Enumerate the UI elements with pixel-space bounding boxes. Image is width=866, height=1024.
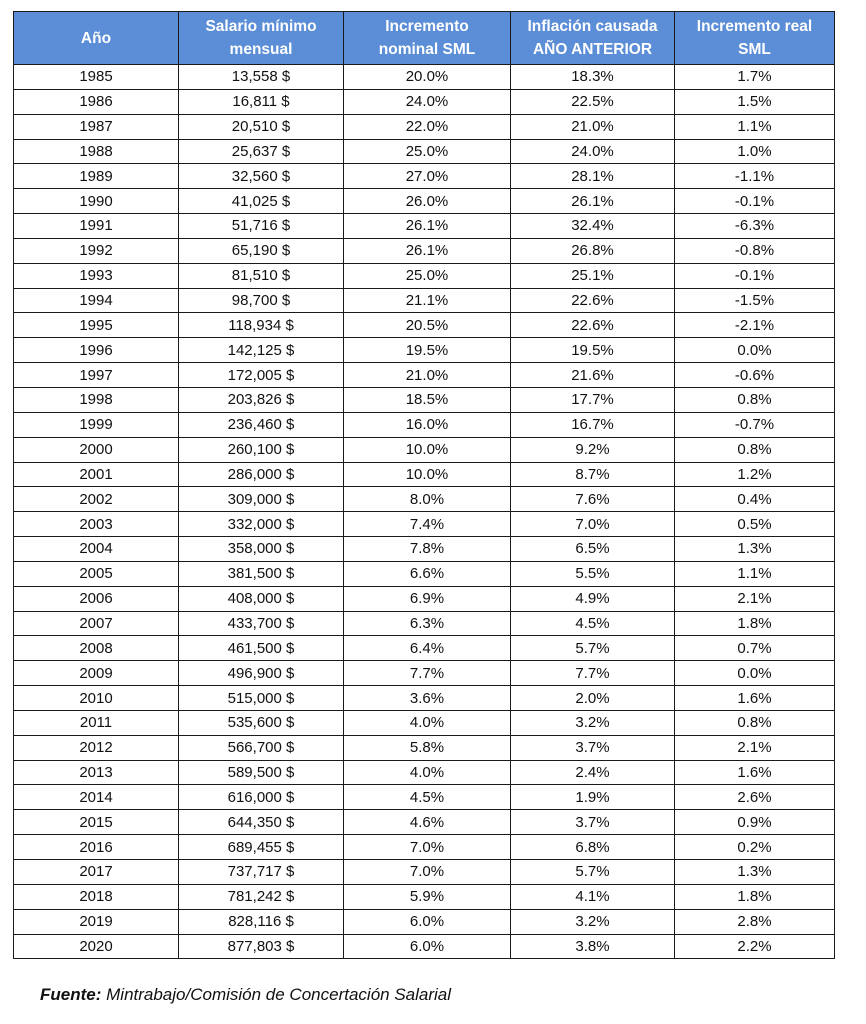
cell-real-increase: 1.8% <box>675 884 835 909</box>
cell-salary: 20,510 $ <box>179 114 344 139</box>
table-row <box>14 487 835 512</box>
cell-inflation: 32.4% <box>511 214 675 239</box>
cell-year: 1998 <box>14 387 179 412</box>
source-text: Mintrabajo/Comisión de Concertación Salarial <box>106 985 452 1004</box>
cell-real-increase: -0.1% <box>675 263 835 288</box>
header-inflation: Inflación causada AÑO ANTERIOR <box>511 12 675 65</box>
cell-salary: 172,005 $ <box>179 363 344 388</box>
cell-year: 1987 <box>14 114 179 139</box>
cell-real-increase: -1.1% <box>675 164 835 189</box>
cell-real-increase: 1.1% <box>675 561 835 586</box>
cell-salary: 515,000 $ <box>179 686 344 711</box>
cell-nominal-increase: 7.0% <box>344 860 511 885</box>
table-row <box>14 387 835 412</box>
cell-inflation: 21.0% <box>511 114 675 139</box>
cell-inflation: 4.5% <box>511 611 675 636</box>
cell-nominal-increase: 4.0% <box>344 710 511 735</box>
cell-nominal-increase: 22.0% <box>344 114 511 139</box>
table-row <box>14 611 835 636</box>
cell-inflation: 5.7% <box>511 636 675 661</box>
cell-inflation: 18.3% <box>511 65 675 90</box>
header-year: Año <box>14 12 179 65</box>
cell-salary: 13,558 $ <box>179 65 344 90</box>
table-row <box>14 164 835 189</box>
cell-year: 2019 <box>14 909 179 934</box>
cell-inflation: 4.1% <box>511 884 675 909</box>
cell-salary: 41,025 $ <box>179 189 344 214</box>
cell-salary: 309,000 $ <box>179 487 344 512</box>
cell-real-increase: 1.3% <box>675 537 835 562</box>
cell-salary: 32,560 $ <box>179 164 344 189</box>
cell-real-increase: -2.1% <box>675 313 835 338</box>
cell-real-increase: 2.1% <box>675 586 835 611</box>
cell-year: 2007 <box>14 611 179 636</box>
cell-nominal-increase: 19.5% <box>344 338 511 363</box>
cell-nominal-increase: 4.6% <box>344 810 511 835</box>
cell-salary: 589,500 $ <box>179 760 344 785</box>
table-row <box>14 238 835 263</box>
cell-year: 1993 <box>14 263 179 288</box>
cell-nominal-increase: 6.6% <box>344 561 511 586</box>
cell-salary: 689,455 $ <box>179 835 344 860</box>
cell-real-increase: 2.1% <box>675 735 835 760</box>
cell-nominal-increase: 6.0% <box>344 934 511 959</box>
table-row <box>14 437 835 462</box>
cell-inflation: 25.1% <box>511 263 675 288</box>
cell-nominal-increase: 20.5% <box>344 313 511 338</box>
cell-salary: 358,000 $ <box>179 537 344 562</box>
cell-year: 2003 <box>14 512 179 537</box>
cell-real-increase: 0.8% <box>675 387 835 412</box>
cell-real-increase: 2.6% <box>675 785 835 810</box>
cell-real-increase: 1.8% <box>675 611 835 636</box>
cell-salary: 286,000 $ <box>179 462 344 487</box>
table-row <box>14 860 835 885</box>
table-row <box>14 661 835 686</box>
table-row <box>14 363 835 388</box>
cell-salary: 781,242 $ <box>179 884 344 909</box>
cell-salary: 828,116 $ <box>179 909 344 934</box>
cell-inflation: 7.0% <box>511 512 675 537</box>
table-row <box>14 139 835 164</box>
table-row <box>14 412 835 437</box>
cell-real-increase: 1.3% <box>675 860 835 885</box>
cell-year: 1996 <box>14 338 179 363</box>
cell-inflation: 22.5% <box>511 89 675 114</box>
table-row <box>14 810 835 835</box>
cell-nominal-increase: 10.0% <box>344 437 511 462</box>
cell-real-increase: 0.2% <box>675 835 835 860</box>
cell-inflation: 4.9% <box>511 586 675 611</box>
cell-real-increase: 0.7% <box>675 636 835 661</box>
table-row <box>14 512 835 537</box>
cell-real-increase: 1.0% <box>675 139 835 164</box>
cell-year: 1985 <box>14 65 179 90</box>
table-row <box>14 65 835 90</box>
cell-salary: 381,500 $ <box>179 561 344 586</box>
cell-salary: 51,716 $ <box>179 214 344 239</box>
cell-year: 2010 <box>14 686 179 711</box>
cell-real-increase: 1.6% <box>675 760 835 785</box>
cell-nominal-increase: 5.9% <box>344 884 511 909</box>
cell-year: 1995 <box>14 313 179 338</box>
cell-inflation: 8.7% <box>511 462 675 487</box>
cell-inflation: 26.1% <box>511 189 675 214</box>
cell-salary: 98,700 $ <box>179 288 344 313</box>
cell-salary: 203,826 $ <box>179 387 344 412</box>
header-minimum-salary: Salario mínimo mensual <box>179 12 344 65</box>
cell-nominal-increase: 25.0% <box>344 139 511 164</box>
cell-inflation: 3.8% <box>511 934 675 959</box>
table-row <box>14 934 835 959</box>
table-row <box>14 909 835 934</box>
cell-inflation: 5.7% <box>511 860 675 885</box>
header-real-increase: Incremento real SML <box>675 12 835 65</box>
cell-nominal-increase: 16.0% <box>344 412 511 437</box>
cell-inflation: 19.5% <box>511 338 675 363</box>
cell-nominal-increase: 6.3% <box>344 611 511 636</box>
cell-nominal-increase: 6.9% <box>344 586 511 611</box>
cell-nominal-increase: 8.0% <box>344 487 511 512</box>
cell-year: 2006 <box>14 586 179 611</box>
cell-year: 1992 <box>14 238 179 263</box>
cell-year: 2014 <box>14 785 179 810</box>
cell-inflation: 7.6% <box>511 487 675 512</box>
cell-nominal-increase: 24.0% <box>344 89 511 114</box>
cell-inflation: 5.5% <box>511 561 675 586</box>
cell-salary: 877,803 $ <box>179 934 344 959</box>
cell-year: 2004 <box>14 537 179 562</box>
minimum-wage-table <box>13 11 835 959</box>
cell-year: 2008 <box>14 636 179 661</box>
cell-salary: 644,350 $ <box>179 810 344 835</box>
cell-nominal-increase: 6.4% <box>344 636 511 661</box>
cell-real-increase: 1.1% <box>675 114 835 139</box>
cell-real-increase: -0.1% <box>675 189 835 214</box>
cell-nominal-increase: 7.0% <box>344 835 511 860</box>
cell-salary: 25,637 $ <box>179 139 344 164</box>
cell-inflation: 26.8% <box>511 238 675 263</box>
cell-nominal-increase: 7.4% <box>344 512 511 537</box>
cell-nominal-increase: 26.1% <box>344 214 511 239</box>
table-row <box>14 263 835 288</box>
cell-inflation: 6.8% <box>511 835 675 860</box>
source-note <box>40 985 451 1005</box>
cell-real-increase: -1.5% <box>675 288 835 313</box>
table-row <box>14 114 835 139</box>
cell-salary: 260,100 $ <box>179 437 344 462</box>
cell-real-increase: 0.0% <box>675 661 835 686</box>
cell-nominal-increase: 26.1% <box>344 238 511 263</box>
cell-inflation: 1.9% <box>511 785 675 810</box>
cell-year: 2012 <box>14 735 179 760</box>
cell-nominal-increase: 21.1% <box>344 288 511 313</box>
table-row <box>14 288 835 313</box>
table-row <box>14 636 835 661</box>
table-row <box>14 189 835 214</box>
cell-salary: 566,700 $ <box>179 735 344 760</box>
cell-real-increase: -0.6% <box>675 363 835 388</box>
table-row <box>14 586 835 611</box>
cell-nominal-increase: 4.0% <box>344 760 511 785</box>
cell-real-increase: 1.7% <box>675 65 835 90</box>
cell-salary: 496,900 $ <box>179 661 344 686</box>
cell-nominal-increase: 3.6% <box>344 686 511 711</box>
table-row <box>14 561 835 586</box>
cell-year: 2005 <box>14 561 179 586</box>
cell-nominal-increase: 4.5% <box>344 785 511 810</box>
cell-inflation: 3.2% <box>511 710 675 735</box>
cell-year: 2002 <box>14 487 179 512</box>
table-row <box>14 735 835 760</box>
table-row <box>14 785 835 810</box>
cell-salary: 16,811 $ <box>179 89 344 114</box>
cell-year: 2000 <box>14 437 179 462</box>
cell-nominal-increase: 10.0% <box>344 462 511 487</box>
cell-nominal-increase: 25.0% <box>344 263 511 288</box>
cell-inflation: 9.2% <box>511 437 675 462</box>
table-row <box>14 338 835 363</box>
cell-inflation: 6.5% <box>511 537 675 562</box>
cell-inflation: 21.6% <box>511 363 675 388</box>
cell-year: 1997 <box>14 363 179 388</box>
cell-inflation: 3.7% <box>511 735 675 760</box>
cell-year: 1986 <box>14 89 179 114</box>
cell-inflation: 7.7% <box>511 661 675 686</box>
cell-nominal-increase: 5.8% <box>344 735 511 760</box>
header-row <box>14 12 835 65</box>
cell-salary: 332,000 $ <box>179 512 344 537</box>
cell-real-increase: 0.4% <box>675 487 835 512</box>
cell-year: 2016 <box>14 835 179 860</box>
cell-real-increase: 0.8% <box>675 437 835 462</box>
cell-real-increase: 2.2% <box>675 934 835 959</box>
table-row <box>14 686 835 711</box>
cell-inflation: 16.7% <box>511 412 675 437</box>
cell-salary: 408,000 $ <box>179 586 344 611</box>
cell-year: 2015 <box>14 810 179 835</box>
cell-nominal-increase: 18.5% <box>344 387 511 412</box>
cell-salary: 616,000 $ <box>179 785 344 810</box>
cell-nominal-increase: 26.0% <box>344 189 511 214</box>
table-row <box>14 462 835 487</box>
cell-year: 2013 <box>14 760 179 785</box>
cell-real-increase: 0.8% <box>675 710 835 735</box>
cell-year: 2009 <box>14 661 179 686</box>
cell-salary: 65,190 $ <box>179 238 344 263</box>
cell-nominal-increase: 27.0% <box>344 164 511 189</box>
cell-year: 2018 <box>14 884 179 909</box>
cell-real-increase: 0.9% <box>675 810 835 835</box>
cell-year: 2011 <box>14 710 179 735</box>
table-row <box>14 835 835 860</box>
table-row <box>14 537 835 562</box>
cell-real-increase: 0.0% <box>675 338 835 363</box>
source-label: Fuente: <box>40 985 102 1004</box>
table-row <box>14 214 835 239</box>
cell-year: 1988 <box>14 139 179 164</box>
cell-nominal-increase: 20.0% <box>344 65 511 90</box>
cell-salary: 433,700 $ <box>179 611 344 636</box>
table-row <box>14 760 835 785</box>
table-row <box>14 313 835 338</box>
table-body <box>14 65 835 959</box>
cell-nominal-increase: 7.7% <box>344 661 511 686</box>
table-row <box>14 710 835 735</box>
cell-year: 2001 <box>14 462 179 487</box>
cell-salary: 236,460 $ <box>179 412 344 437</box>
cell-real-increase: -0.7% <box>675 412 835 437</box>
cell-real-increase: 2.8% <box>675 909 835 934</box>
cell-real-increase: 0.5% <box>675 512 835 537</box>
cell-inflation: 17.7% <box>511 387 675 412</box>
cell-salary: 81,510 $ <box>179 263 344 288</box>
cell-year: 1994 <box>14 288 179 313</box>
cell-year: 1991 <box>14 214 179 239</box>
cell-salary: 737,717 $ <box>179 860 344 885</box>
cell-nominal-increase: 7.8% <box>344 537 511 562</box>
cell-year: 1990 <box>14 189 179 214</box>
cell-real-increase: -6.3% <box>675 214 835 239</box>
cell-inflation: 3.2% <box>511 909 675 934</box>
cell-inflation: 22.6% <box>511 288 675 313</box>
table-row <box>14 884 835 909</box>
cell-salary: 118,934 $ <box>179 313 344 338</box>
table-row <box>14 89 835 114</box>
cell-salary: 461,500 $ <box>179 636 344 661</box>
cell-inflation: 24.0% <box>511 139 675 164</box>
cell-salary: 535,600 $ <box>179 710 344 735</box>
cell-real-increase: -0.8% <box>675 238 835 263</box>
cell-real-increase: 1.5% <box>675 89 835 114</box>
cell-real-increase: 1.6% <box>675 686 835 711</box>
cell-inflation: 28.1% <box>511 164 675 189</box>
header-nominal-increase: Incremento nominal SML <box>344 12 511 65</box>
cell-nominal-increase: 21.0% <box>344 363 511 388</box>
cell-nominal-increase: 6.0% <box>344 909 511 934</box>
cell-salary: 142,125 $ <box>179 338 344 363</box>
cell-inflation: 2.0% <box>511 686 675 711</box>
cell-year: 2020 <box>14 934 179 959</box>
cell-inflation: 2.4% <box>511 760 675 785</box>
cell-year: 1999 <box>14 412 179 437</box>
cell-real-increase: 1.2% <box>675 462 835 487</box>
cell-year: 1989 <box>14 164 179 189</box>
cell-inflation: 22.6% <box>511 313 675 338</box>
cell-inflation: 3.7% <box>511 810 675 835</box>
cell-year: 2017 <box>14 860 179 885</box>
